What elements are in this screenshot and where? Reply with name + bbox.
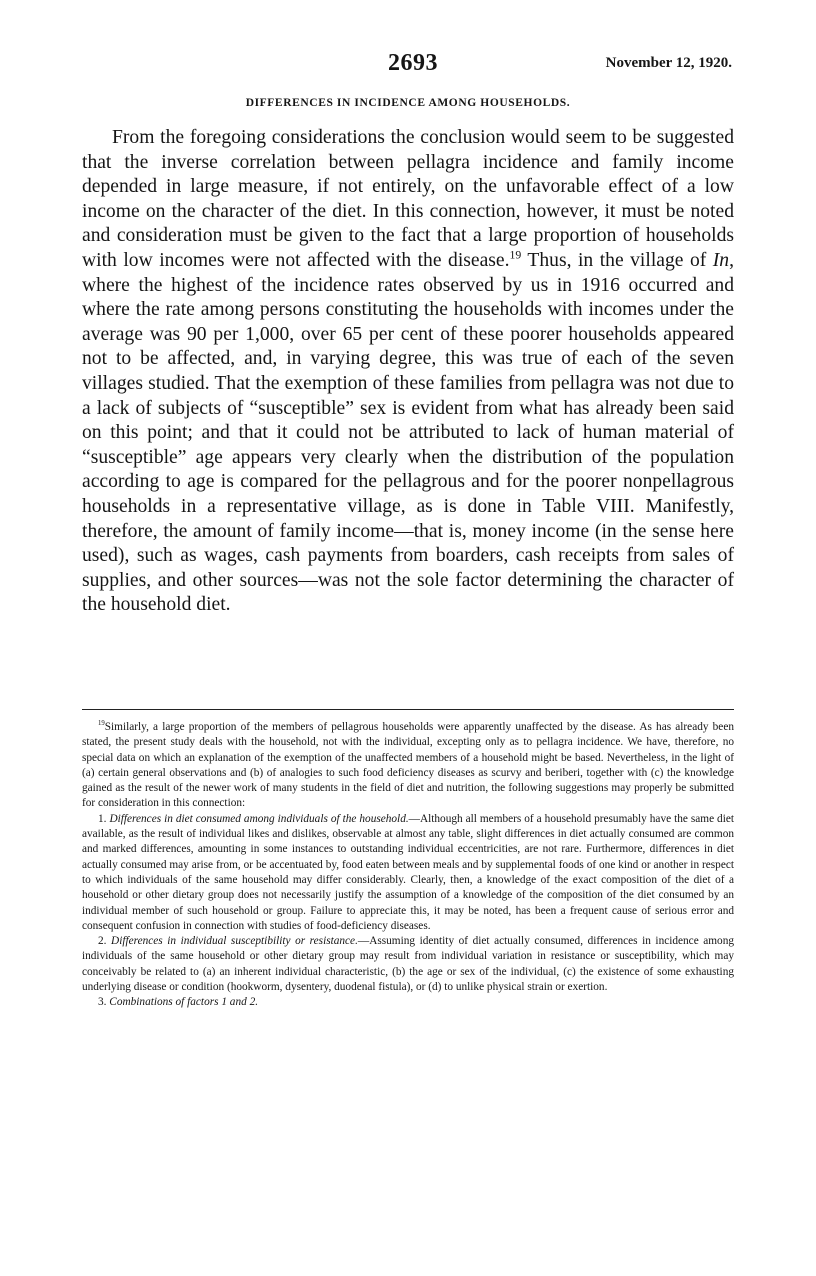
footnote-divider [82, 709, 734, 710]
footnote-item-1-text: —Although all members of a household presumably have the same diet available, as the result of individual likes and dislikes, observable at almost any table, slight differences in diet actually consumed are common and marked differences, amounting in some instances to outstanding individual eccentricities, are not rare. Furthermore, differences in diet actually consumed may arise from, or be accentuated by, food eaten between meals and by supplemental foods of one kind or another in respect to which individuals of the same household may differ considerably. Clearly, then, a knowledge of the exact composition of the diet of a household or other dietary group does not necessarily justify the assumption of a knowledge of the composition of the diet consumed by an individual member of such household or group. Failure to appreciate this, it may be noted, has been a frequent cause of serious error and consequent confusion in connection with studies of food-deficiency diseases. [82, 812, 734, 932]
publication-date: November 12, 1920. [605, 55, 732, 71]
footnote-reference: 19 [509, 248, 522, 262]
body-text-part-2: Thus, in the village of [521, 249, 713, 271]
footnote-item-3 [82, 995, 734, 1010]
footnote-marker: 19 [98, 720, 105, 728]
footnote-item-2-number: 2. [98, 935, 112, 948]
footnote-item-2-text: —Assuming identity of diet actually consumed, differences in incidence among individuals of the same household or other dietary group may result from individual variation in resistance or susceptibility, which may conceivably be related to (a) an inherent individual characteristic, (b) the age or sex of the individual, (c) the existence of some exhausting underlying disease or condition (hookworm, dysentery, duodenal fistula), or (d) to unlike physical strain or exertion. [82, 935, 734, 994]
footnote-item-1-heading: Differences in diet consumed among individuals of the household. [109, 812, 409, 825]
footnote-intro-text: Similarly, a large proportion of the members of pellagrous households were apparently unaffected by the disease. As has already been stated, the present study deals with the household, not with the individual, excepting only as to pellagra incidence. We have, therefore, no special data on which an explanation of the exemption of the unaffected members of a household might be based. Nevertheless, in the light of (a) certain general observations and (b) of analogies to such food deficiency diseases as scurvy and beriberi, together with (c) the knowledge gained as the result of the newer work of many students in the field of diet and nutrition, the following suggestions may properly be submitted for consideration in this connection: [82, 721, 734, 810]
footnote-item-3-number: 3. [98, 996, 110, 1009]
page-number: 2693 [388, 50, 438, 76]
footnotes-section [82, 720, 734, 1011]
footnote-item-1-number: 1. [98, 812, 110, 825]
body-text-part-1: From the foregoing considerations the conclusion would seem to be suggested that the inverse correlation between pellagra incidence and family income depended in large measure, if not entirely, on the unfavorable effect of a low income on the character of the diet. In this connection, however, it must be noted and consideration must be given to the fact that a large proportion of households with low incomes were not affected with the disease. [82, 127, 734, 271]
footnote-item-2 [82, 934, 734, 995]
footnote-item-2-heading: Differences in individual susceptibility or resistance. [111, 935, 358, 948]
footnote-intro [82, 720, 734, 812]
footnote-item-1 [82, 812, 734, 934]
footnote-item-3-heading: Combinations of factors 1 and 2. [109, 996, 259, 1009]
section-heading: DIFFERENCES IN INCIDENCE AMONG HOUSEHOLDS. [245, 97, 571, 109]
body-paragraph [82, 126, 734, 618]
village-name: In [712, 249, 730, 271]
body-text-part-3: , where the highest of the incidence rates observed by us in 1916 occurred and where the rate among persons constituting the households with incomes under the average was 90 per 1,000, over 65 per cent of these poorer households appeared not to be affected, and, in varying degree, this was true of each of the seven villages studied. That the exemption of these families from pellagra was not due to a lack of subjects of “susceptible” sex is evident from what has already been said on this point; and that it could not be attributed to lack of human material of “susceptible” age appears very clearly when the distribution of the population according to age is compared for the pellagrous and for the poorer nonpellagrous households in a representative village, as is done in Table VIII. Manifestly, therefore, the amount of family income—that is, money income (in the sense here used), such as wages, cash payments from boarders, cash receipts from sales of supplies, and other sources—was not the sole factor determining the character of the household diet. [82, 249, 734, 616]
page-header [82, 50, 734, 82]
